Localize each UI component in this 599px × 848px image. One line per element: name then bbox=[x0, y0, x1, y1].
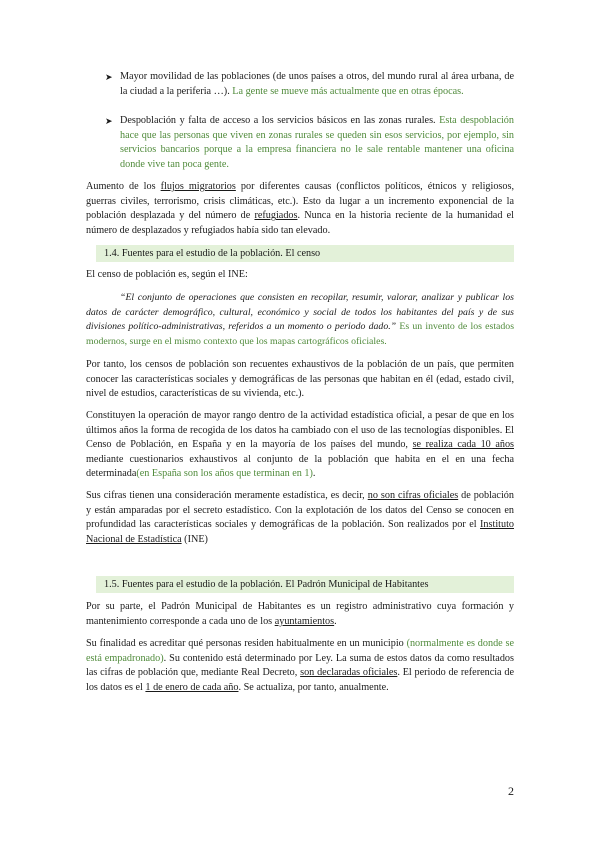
paragraph-aumento bbox=[86, 180, 514, 238]
text-run: . El periodo de referencia de los datos es el bbox=[86, 667, 514, 693]
bullet-item-movilidad bbox=[120, 70, 514, 99]
paragraph-padron bbox=[86, 600, 514, 629]
arrow-bullet-icon: ➤ bbox=[105, 72, 113, 82]
arrow-bullet-icon: ➤ bbox=[105, 116, 113, 126]
text-run: Por su parte, el Padrón Municipal de Habitantes es un registro administrativo cuya formación y mantenimiento corresponde a cada uno de los bbox=[86, 601, 514, 627]
underlined-term: refugiados bbox=[254, 210, 298, 222]
page-number: 2 bbox=[508, 784, 514, 798]
censo-definition-quote bbox=[86, 291, 514, 349]
underlined-term: flujos migratorios bbox=[160, 181, 236, 192]
underlined-term: Instituto Nacional de Estadística bbox=[86, 519, 514, 545]
text-run: Sus cifras tienen una consideración meramente estadística, es decir, bbox=[86, 490, 368, 501]
underlined-term: no son cifras oficiales bbox=[367, 490, 459, 501]
text-run: . Su contenido está determinado por Ley. La suma de estos datos da como resultados las cifras de población que, mediante Real Decreto, bbox=[86, 652, 514, 679]
bullet-note: La gente se mueve más actualmente que en otras épocas. bbox=[232, 85, 464, 97]
text-run: Constituyen la operación de mayor rango dentro de la actividad estadística oficial, a pesar de que en los últimos años la forma de recogida de los datos ha cambiado con el uso de las tecnologías disponibles. El Censo de Población, en España y en la mayoría de los países del mundo, bbox=[86, 410, 514, 451]
section-heading-padron: 1.5. Fuentes para el estudio de la población. El Padrón Municipal de Habitantes bbox=[96, 576, 514, 593]
underlined-term: se realiza cada 10 años bbox=[412, 439, 514, 451]
paragraph-cifras bbox=[86, 489, 514, 547]
bullet-text: Despoblación y falta de acceso a los servicios básicos en las zonas rurales. bbox=[120, 115, 440, 126]
bullet-item-despoblacion bbox=[120, 114, 514, 172]
paragraph-constituyen bbox=[86, 409, 514, 482]
underlined-term: ayuntamientos bbox=[274, 615, 335, 627]
paragraph-note: (en España son los años que terminan en 1) bbox=[136, 468, 313, 480]
text-run: . bbox=[334, 615, 337, 627]
paragraph-note: (normalmente es donde se está empadronado) bbox=[86, 638, 514, 664]
text-run: de población y están amparadas por el secreto estadístico. Con la explotación de los datos del Censo se conocen en profundidad las características sociales y demográficas de la población. Son realizados por el bbox=[86, 490, 514, 531]
text-run: Su finalidad es acreditar qué personas residen habitualmente en un municipio bbox=[86, 638, 407, 649]
text-run: por diferentes causas (conflictos políticos, étnicos y religiosos, guerras civiles, terrorismo, crisis climáticas, etc.). Esto da lugar a un incremento exponencial de la población desplazada y del número de bbox=[86, 181, 514, 222]
text-run: . bbox=[312, 468, 316, 480]
section-heading-censo: 1.4. Fuentes para el estudio de la población. El censo bbox=[96, 245, 514, 262]
paragraph-finalidad bbox=[86, 637, 514, 695]
text-run: Aumento de los bbox=[86, 181, 161, 192]
bullet-text: Mayor movilidad de las poblaciones (de unos países a otros, del mundo rural al área urbana, de la ciudad a la periferia …). bbox=[120, 71, 514, 97]
quote-text: “El conjunto de operaciones que consisten en recopilar, resumir, valorar, analizar y publicar los datos de carácter demográfico, cultural, económico y social de todos los habitantes del país y de sus divisiones político-administrativas, referidos a un momento o periodo dado.” bbox=[86, 292, 514, 333]
underlined-term: son declaradas oficiales bbox=[300, 667, 398, 679]
quote-note: Es un invento de los estados modernos, surge en el mismo contexto que los mapas cartográficos oficiales. bbox=[86, 321, 515, 347]
text-run: mediante cuestionarios exhaustivos al conjunto de la población que habita en el en una fecha determinada bbox=[86, 453, 514, 480]
paragraph-por-tanto: Por tanto, los censos de población son recuentes exhaustivos de la población de un país, que permiten conocer las características sociales y demográficas de las personas que habitan en él (edad, estado civil, nivel de estudios, características de su vivienda, etc.). bbox=[86, 359, 514, 400]
text-run: . Nunca en la historia reciente de la humanidad el número de desplazados y refugiados había sido tan elevado. bbox=[86, 210, 514, 236]
text-run: (INE) bbox=[181, 533, 208, 545]
underlined-term: 1 de enero de cada año bbox=[145, 681, 239, 693]
censo-intro: El censo de población es, según el INE: bbox=[86, 269, 248, 280]
text-run: . Se actualiza, por tanto, anualmente. bbox=[238, 681, 389, 693]
bullet-note: Esta despoblación hace que las personas que viven en zonas rurales se queden sin esos servicios, por ejemplo, sin servicios bancarios porque a la empresa financiera no le sale rentable mantener una oficina donde vive tan poca gente. bbox=[120, 115, 514, 170]
